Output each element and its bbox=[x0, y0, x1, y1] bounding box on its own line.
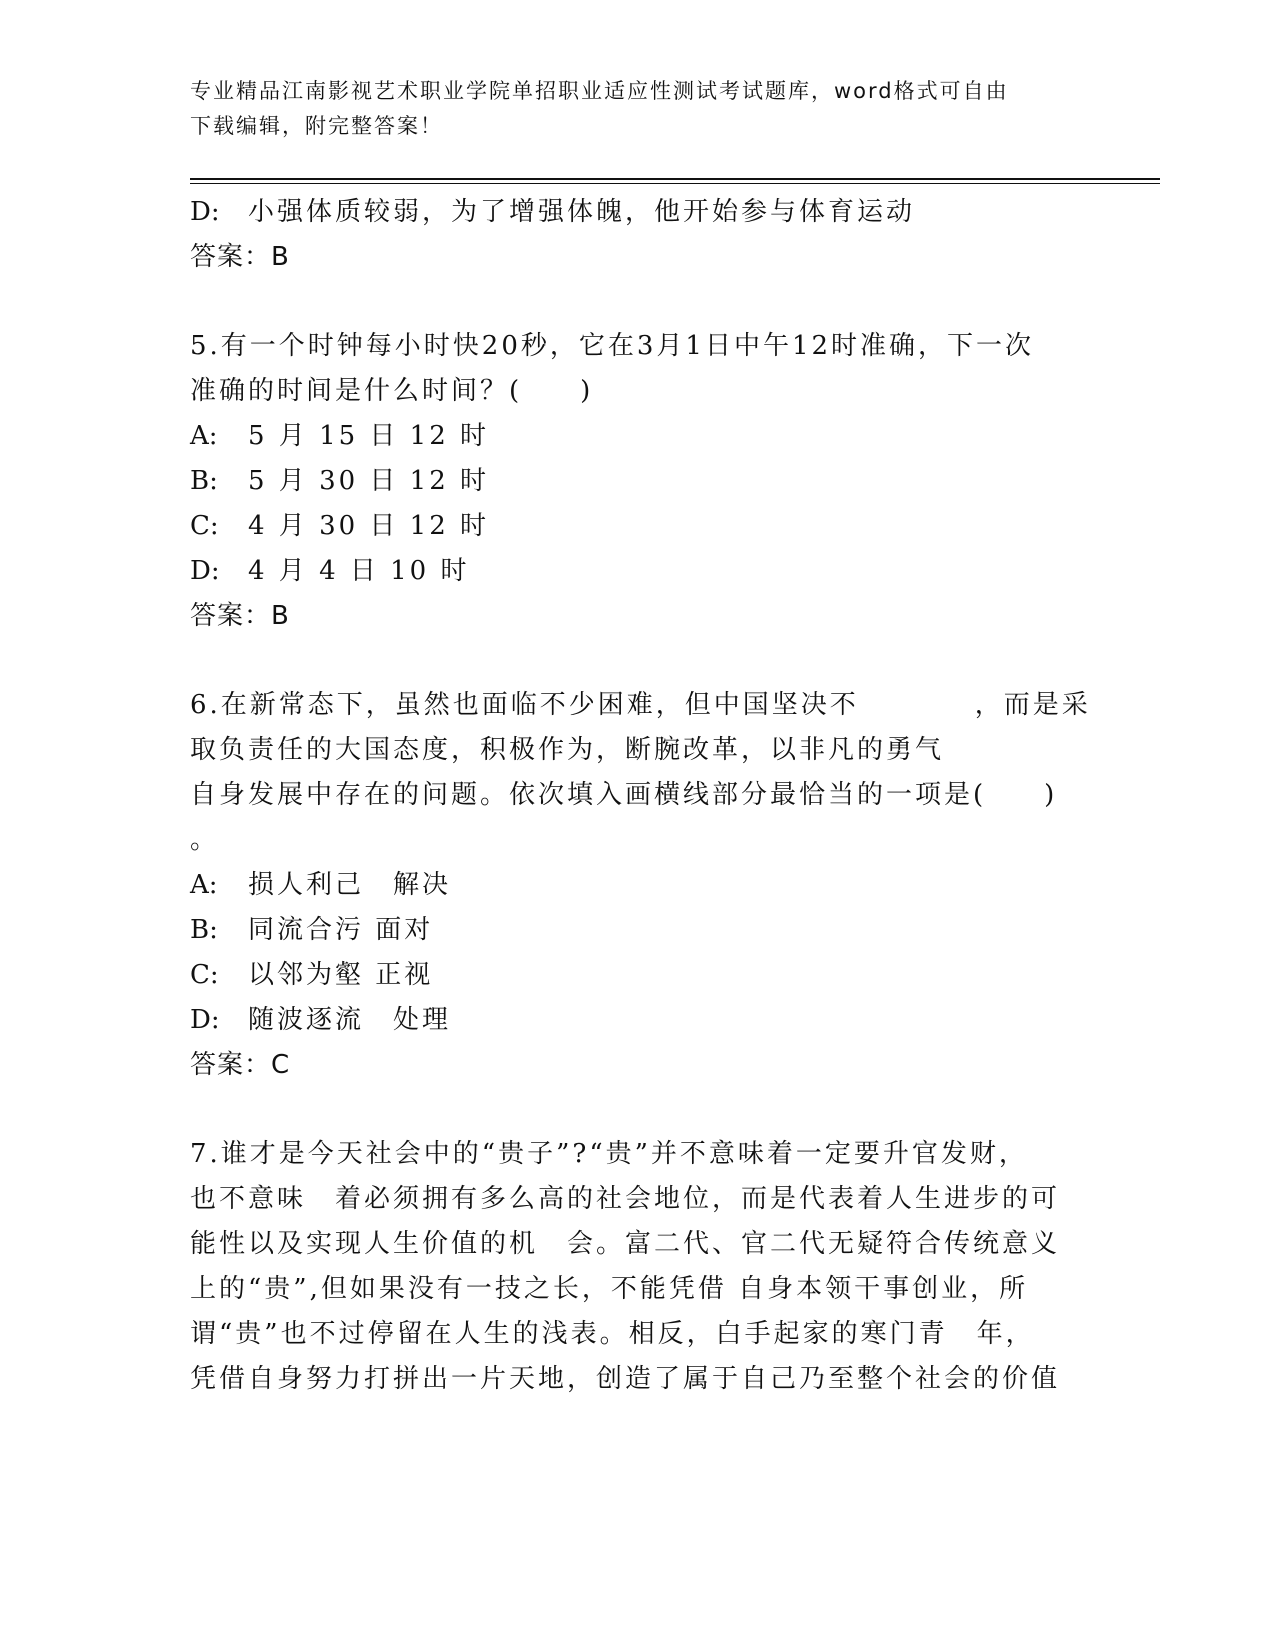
option-letter: B: bbox=[190, 915, 218, 945]
option-text: 同流合污 面对 bbox=[248, 915, 434, 945]
document-body bbox=[190, 190, 1090, 1402]
option-d bbox=[190, 998, 1090, 1043]
option-text: 4 月 30 日 12 时 bbox=[248, 511, 490, 541]
option-text: 损人利己 解决 bbox=[248, 870, 452, 900]
option-letter: C: bbox=[190, 511, 219, 541]
answer-line: 答案：B bbox=[190, 242, 290, 272]
option-letter: D: bbox=[190, 197, 220, 227]
question-text-line: 准确的时间是什么时间？( ) bbox=[190, 376, 594, 406]
option-text: 4 月 4 日 10 时 bbox=[248, 556, 470, 586]
option-letter: D: bbox=[190, 556, 220, 586]
option-letter: C: bbox=[190, 960, 219, 990]
option-letter: A: bbox=[190, 870, 218, 900]
question-6 bbox=[190, 683, 1090, 1088]
option-text: 5 月 15 日 12 时 bbox=[248, 421, 490, 451]
question-text-line: 取负责任的大国态度，积极作为，断腕改革，以非凡的勇气 bbox=[190, 735, 945, 765]
option-c bbox=[190, 504, 1090, 549]
option-letter: A: bbox=[190, 421, 218, 451]
question-text-line: 5.有一个时钟每小时快20秒，它在3月1日中午12时准确，下一次 bbox=[190, 331, 1035, 361]
option-d bbox=[190, 549, 1090, 594]
option-letter: B: bbox=[190, 466, 218, 496]
header-rule-thin bbox=[190, 183, 1160, 184]
question-7 bbox=[190, 1132, 1090, 1402]
option-a bbox=[190, 863, 1090, 908]
question-text-line: 自身发展中存在的问题。依次填入画横线部分最恰当的一项是( ) bbox=[190, 780, 1058, 810]
document-header bbox=[190, 74, 1070, 144]
option-letter: D: bbox=[190, 1005, 220, 1035]
question-text-line: 6.在新常态下，虽然也面临不少困难，但中国坚决不 ，而是采 bbox=[190, 690, 1091, 720]
header-rule-thick bbox=[190, 178, 1160, 180]
question-5 bbox=[190, 324, 1090, 639]
option-b bbox=[190, 908, 1090, 953]
option-c bbox=[190, 953, 1090, 998]
option-d bbox=[190, 190, 1090, 235]
question-text-line: 谓“贵”也不过停留在人生的浅表。相反，白手起家的寒门青 年， bbox=[190, 1319, 1035, 1349]
option-text: 小强体质较弱，为了增强体魄，他开始参与体育运动 bbox=[248, 197, 916, 227]
question-text-line: 上的“贵”,但如果没有一技之长，不能凭借 自身本领干事创业，所 bbox=[190, 1274, 1029, 1304]
option-text: 随波逐流 处理 bbox=[248, 1005, 452, 1035]
option-text: 5 月 30 日 12 时 bbox=[248, 466, 490, 496]
option-b bbox=[190, 459, 1090, 504]
answer-line: 答案：B bbox=[190, 601, 290, 631]
option-a bbox=[190, 414, 1090, 459]
question-text-line: 凭借自身努力打拼出一片天地，创造了属于自己乃至整个社会的价值 bbox=[190, 1364, 1061, 1394]
question-text-line: 也不意味 着必须拥有多么高的社会地位，而是代表着人生进步的可 bbox=[190, 1184, 1061, 1214]
option-text: 以邻为壑 正视 bbox=[248, 960, 434, 990]
answer-line: 答案：C bbox=[190, 1050, 291, 1080]
question-text-line: 。 bbox=[190, 825, 220, 855]
header-line-1: 专业精品江南影视艺术职业学院单招职业适应性测试考试题库，word格式可自由 bbox=[190, 79, 1009, 103]
question-text-line: 7.谁才是今天社会中的“贵子”?“贵”并不意味着一定要升官发财， bbox=[190, 1139, 1028, 1169]
header-line-2: 下载编辑，附完整答案！ bbox=[190, 114, 443, 138]
question-text-line: 能性以及实现人生价值的机 会。富二代、官二代无疑符合传统意义 bbox=[190, 1229, 1061, 1259]
